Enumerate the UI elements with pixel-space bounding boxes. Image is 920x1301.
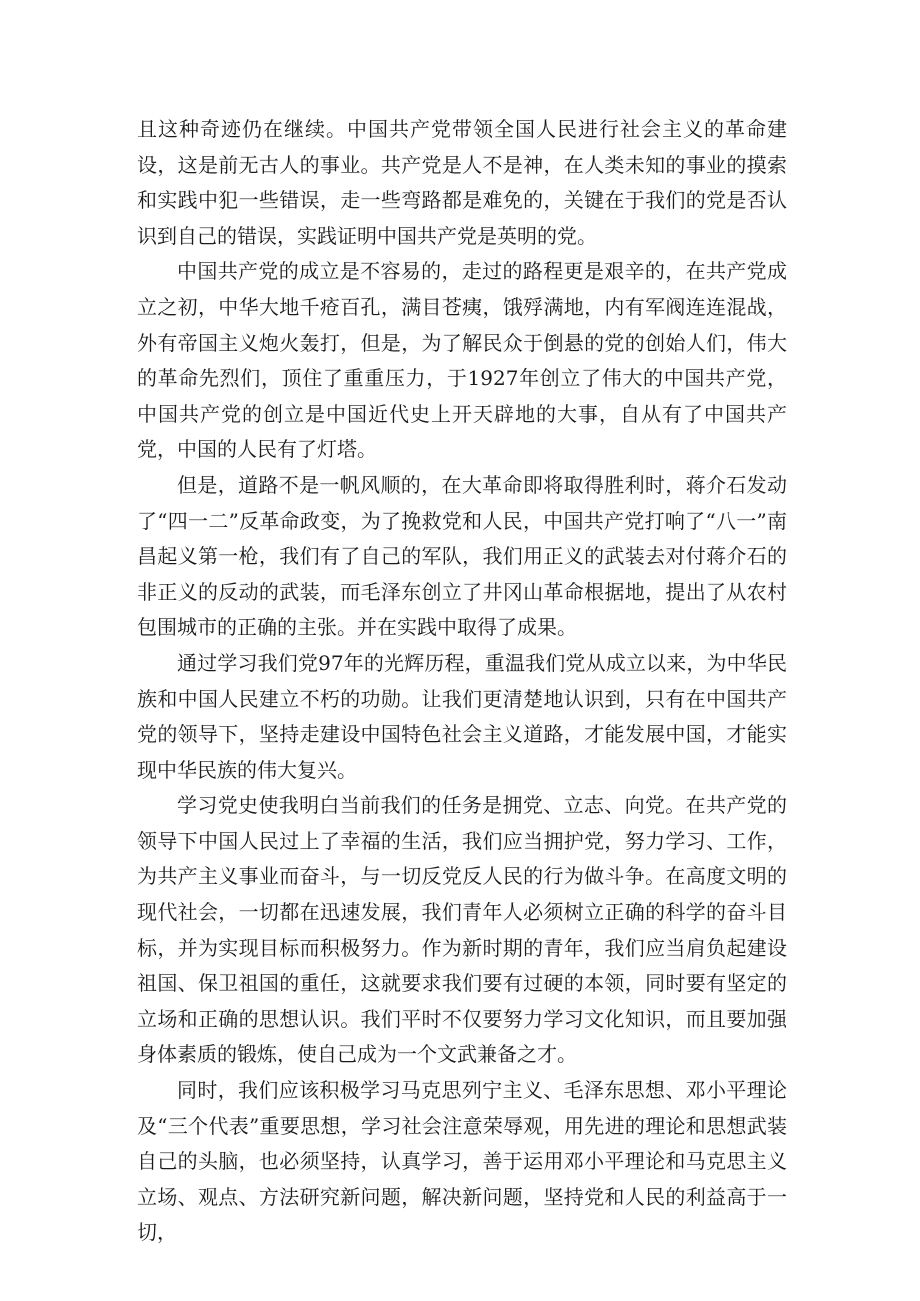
- paragraph-3: 但是，道路不是一帆风顺的，在大革命即将取得胜利时，蒋介石发动了“四一二”反革命政变，为了挽救党和人民，中国共产党打响了“八一”南昌起义第一枪，我们有了自己的军队，我们用正义的武装去对付蒋介石的非正义的反动的武装，而毛泽东创立了井冈山革命根据地，提出了从农村包围城市的正确的主张。并在实践中取得了成果。: [137, 472, 787, 640]
- paragraph-6: 同时，我们应该积极学习马克思列宁主义、毛泽东思想、邓小平理论及“三个代表”重要思想，学习社会注意荣辱观，用先进的理论和思想武装自己的头脑，也必须坚持，认真学习，善于运用邓小平理论和马克思主义立场、观点、方法研究新问题，解决新问题，坚持党和人民的利益高于一切，: [137, 1078, 787, 1245]
- paragraph-1: 且这种奇迹仍在继续。中国共产党带领全国人民进行社会主义的革命建设，这是前无古人的事业。共产党是人不是神，在人类未知的事业的摸索和实践中犯一些错误，走一些弯路都是难免的，关键在于我们的党是否认识到自己的错误，实践证明中国共产党是英明的党。: [137, 117, 787, 248]
- paragraph-5: 学习党史使我明白当前我们的任务是拥党、立志、向党。在共产党的领导下中国人民过上了幸福的生活，我们应当拥护党，努力学习、工作，为共产主义事业而奋斗，与一切反党反人民的行为做斗争。在高度文明的现代社会，一切都在迅速发展，我们青年人必须树立正确的科学的奋斗目标，并为实现目标而积极努力。作为新时期的青年，我们应当肩负起建设祖国、保卫祖国的重任，这就要求我们要有过硬的本领，同时要有坚定的立场和正确的思想认识。我们平时不仅要努力学习文化知识，而且要加强身体素质的锻炼，使自己成为一个文武兼备之才。: [137, 793, 787, 1067]
- paragraph-2: 中国共产党的成立是不容易的，走过的路程更是艰辛的，在共产党成立之初，中华大地千疮百孔，满目苍痍，饿殍满地，内有军阀连连混战，外有帝国主义炮火轰打，但是，为了解民众于倒悬的党的创始人们，伟大的革命先烈们，顶住了重重压力，于1927年创立了伟大的中国共产党，中国共产党的创立是中国近代史上开天辟地的大事，自从有了中国共产党，中国的人民有了灯塔。: [137, 259, 787, 462]
- document-body: [137, 112, 787, 1251]
- paragraph-4: 通过学习我们党97年的光辉历程，重温我们党从成立以来，为中华民族和中国人民建立不朽的功勋。让我们更清楚地认识到，只有在中国共产党的领导下，坚持走建设中国特色社会主义道路，才能发展中国，才能实现中华民族的伟大复兴。: [137, 650, 787, 782]
